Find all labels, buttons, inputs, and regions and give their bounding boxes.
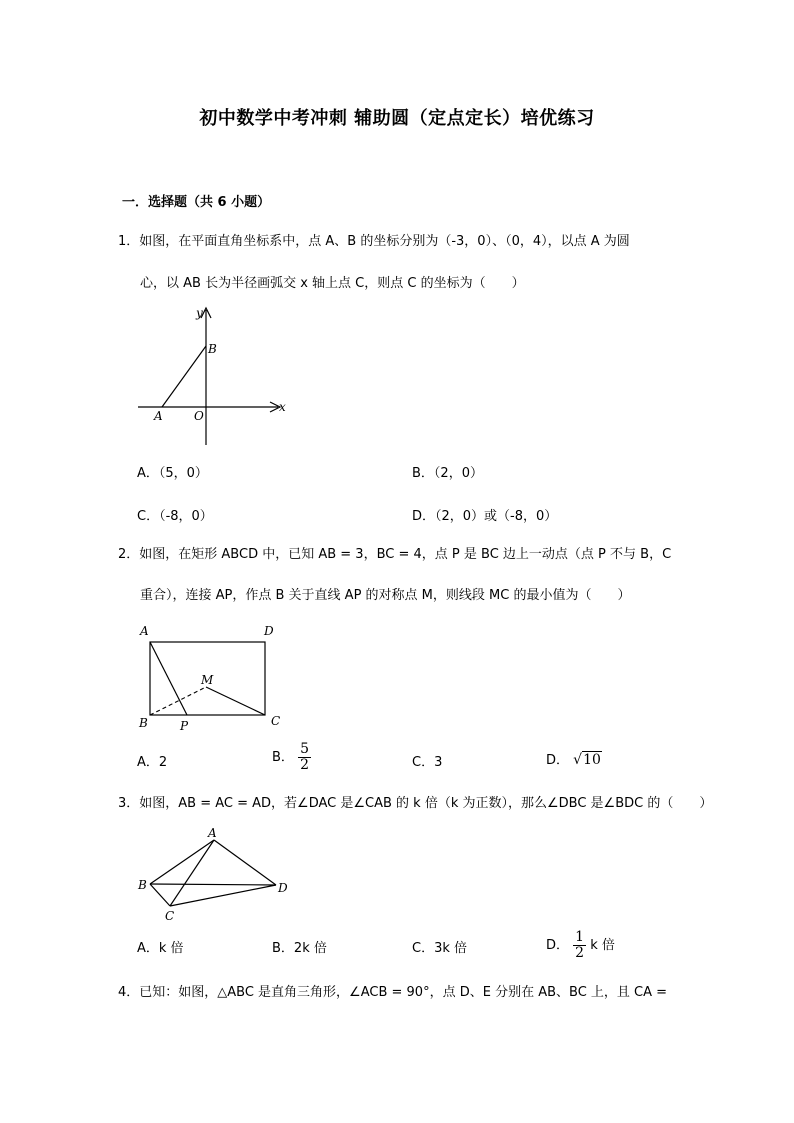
q3-option-b[interactable]: B．2k 倍	[272, 941, 327, 956]
rect-d-label: D	[264, 624, 274, 638]
rect-c-label: C	[271, 714, 281, 728]
tri-a-label: A	[208, 826, 217, 840]
question-1-line-2: 心，以 AB 长为半径画弧交 x 轴上点 C，则点 C 的坐标为（ ）	[140, 276, 525, 291]
q3-option-d[interactable]	[546, 930, 615, 961]
question-2-line-2: 重合），连接 AP，作点 B 关于直线 AP 的对称点 M，则线段 MC 的最小值为（ ）	[140, 588, 631, 603]
fraction-numerator: 1	[575, 929, 585, 945]
sqrt-ten	[573, 751, 602, 768]
fraction-five-halves	[298, 742, 311, 773]
q1-option-a[interactable]: A．（5，0）	[137, 466, 208, 481]
q2-option-b-prefix: B．	[272, 750, 294, 765]
section-heading: 一．选择题（共 6 小题）	[122, 195, 271, 210]
question-1-figure	[130, 300, 300, 450]
fraction-one-half	[573, 930, 586, 961]
question-2-figure	[130, 620, 300, 735]
tri-d-label: D	[278, 881, 288, 895]
q2-option-d-prefix: D．	[546, 753, 570, 768]
point-b-label: B	[208, 342, 217, 356]
tri-b-label: B	[138, 878, 147, 892]
y-axis-label: y	[196, 306, 203, 320]
sqrt-symbol: √	[573, 752, 583, 768]
q2-option-d[interactable]	[546, 749, 602, 768]
q1-option-c[interactable]: C．（-8，0）	[137, 509, 213, 524]
q3-option-d-suffix: k 倍	[590, 938, 615, 953]
q3-option-d-prefix: D．	[546, 938, 570, 953]
q3-option-c[interactable]: C．3k 倍	[412, 941, 468, 956]
fraction-denominator: 2	[300, 757, 309, 773]
q1-option-b[interactable]: B．（2，0）	[412, 466, 483, 481]
fraction-numerator: 5	[300, 741, 309, 757]
page-title: 初中数学中考冲刺 辅助圆（定点定长）培优练习	[199, 108, 595, 129]
question-3-line-1: 3．如图，AB = AC = AD，若∠DAC 是∠CAB 的 k 倍（k 为正数），那么∠DBC 是∠BDC 的（ ）	[118, 796, 713, 811]
q2-option-a[interactable]: A．2	[137, 755, 168, 770]
q1-option-d[interactable]: D．（2，0）或（-8，0）	[412, 509, 558, 524]
question-2-line-1: 2．如图，在矩形 ABCD 中，已知 AB = 3，BC = 4，点 P 是 BC 边上一动点（点 P 不与 B，C	[118, 547, 672, 562]
tri-c-label: C	[165, 909, 175, 923]
question-4-line-1: 4．已知：如图，△ABC 是直角三角形，∠ACB = 90°，点 D、E 分别在 AB、BC 上，且 CA =	[118, 985, 668, 1000]
origin-label: O	[194, 409, 204, 423]
q2-option-c[interactable]: C．3	[412, 755, 443, 770]
point-p-label: P	[180, 719, 189, 733]
question-3-figure	[130, 822, 300, 927]
x-axis-label: x	[279, 400, 286, 414]
sqrt-radicand: 10	[583, 752, 601, 768]
fraction-denominator: 2	[575, 945, 585, 961]
rect-a-label: A	[140, 624, 149, 638]
q3-option-a[interactable]: A．k 倍	[137, 941, 184, 956]
q2-option-b[interactable]	[272, 742, 311, 773]
point-m-label: M	[201, 673, 214, 687]
question-1-line-1: 1．如图，在平面直角坐标系中，点 A、B 的坐标分别为（-3，0）、（0，4），以点 A 为圆	[118, 234, 630, 249]
point-a-label: A	[154, 409, 163, 423]
rect-b-label: B	[139, 716, 148, 730]
